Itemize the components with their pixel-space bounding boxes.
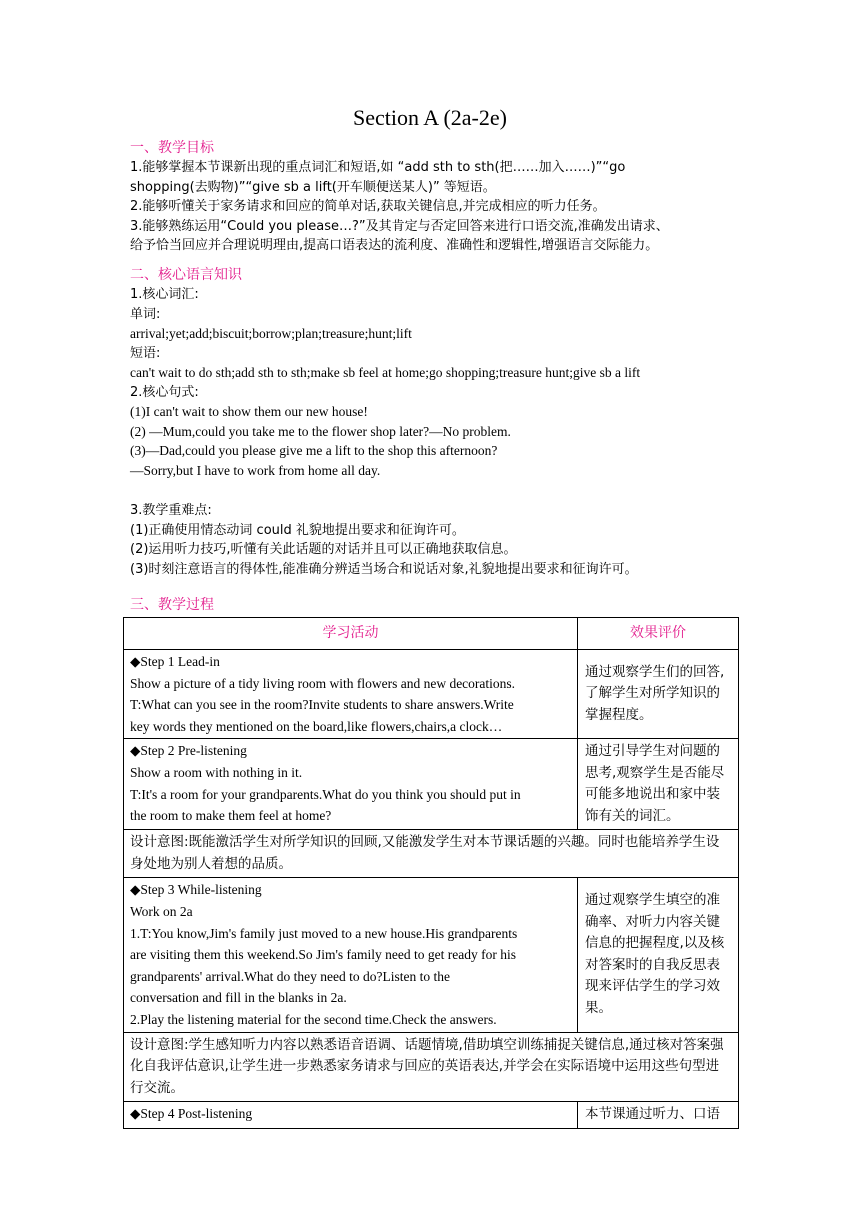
eval-cell: 通过观察学生填空的准确率、对听力内容关键信息的把握程度,以及核对答案时的自我反思表现来评估学生的学习效果。: [578, 878, 739, 1032]
teaching-process-table: [123, 617, 739, 1129]
phrases-list: can't wait to do sth;add sth to sth;make sb feel at home;go shopping;treasure hunt;give sb a lift: [130, 365, 641, 380]
step-line: ◆Step 4 Post-listening: [130, 1106, 253, 1122]
step-line: are visiting them this weekend.So Jim's family need to get ready for his: [130, 947, 516, 963]
difficulties-block: [130, 501, 740, 579]
section-heading: 二、核心语言知识: [130, 267, 242, 283]
sentences-title: 2.核心句式:: [130, 384, 199, 400]
difficulty-title: 3.教学重难点:: [130, 503, 212, 518]
step-line: Show a room with nothing in it.: [130, 764, 303, 780]
step-line: Show a picture of a tidy living room with flowers and new decorations.: [130, 675, 516, 691]
step-line: 2.Play the listening material for the second time.Check the answers.: [130, 1011, 497, 1027]
words-label: 单词:: [130, 306, 161, 322]
table-row: [124, 650, 739, 739]
difficulty-line: (2)运用听力技巧,听懂有关此话题的对话并且可以正确地获取信息。: [130, 542, 517, 557]
eval-cell: 通过引导学生对问题的思考,观察学生是否能尽可能多地说出和家中装饰有关的词汇。: [578, 739, 739, 830]
step-line: the room to make them feel at home?: [130, 808, 332, 824]
eval-cell: 通过观察学生们的回答,了解学生对所学知识的掌握程度。: [578, 650, 739, 739]
table-row: [124, 1102, 739, 1129]
vocab-title: 1.核心词汇:: [130, 287, 199, 302]
section-teaching-process: [130, 595, 740, 615]
step-line: ◆Step 3 While-listening: [130, 882, 262, 898]
words-list: arrival;yet;add;biscuit;borrow;plan;treasure;hunt;lift: [130, 326, 412, 341]
step-cell: [124, 650, 578, 739]
document-title: Section A (2a-2e): [353, 105, 507, 130]
sentence-line: (1)I can't wait to show them our new house!: [130, 404, 368, 419]
difficulty-line: (3)时刻注意语言的得体性,能准确分辨适当场合和说话对象,礼貌地提出要求和征询许可。: [130, 561, 638, 577]
goal-line: shopping(去购物)”“give sb a lift(开车顺便送某人)” 等短语。: [130, 179, 496, 195]
table-row: [124, 878, 739, 1032]
step-line: 1.T:You know,Jim's family just moved to a new house.His grandparents: [130, 925, 518, 941]
step-line: key words they mentioned on the board,like flowers,chairs,a clock…: [130, 718, 503, 734]
goal-line: 给予恰当回应并合理说明理由,提高口语表达的流利度、准确性和逻辑性,增强语言交际能力。: [130, 238, 659, 253]
table-row: [124, 739, 739, 830]
step-line: grandparents' arrival.What do they need to do?Listen to the: [130, 968, 450, 984]
header-eval: 效果评价: [578, 618, 739, 650]
sentence-line: —Sorry,but I have to work from home all day.: [130, 462, 381, 478]
design-intent: 设计意图:学生感知听力内容以熟悉语音语调、话题情境,借助填空训练捕捉关键信息,通过核对答案强化自我评估意识,让学生进一步熟悉家务请求与回应的英语表达,并学会在实际语境中运用这些句型进行交流。: [124, 1032, 739, 1102]
phrases-label: 短语:: [130, 345, 161, 361]
step-line: conversation and fill in the blanks in 2a.: [130, 990, 347, 1006]
step-cell: [124, 878, 578, 1032]
sentence-line: (3)—Dad,could you please give me a lift to the shop this afternoon?: [130, 443, 498, 458]
step-cell: [124, 739, 578, 830]
section-core-knowledge: [130, 265, 740, 480]
eval-cell: 本节课通过听力、口语: [578, 1102, 739, 1129]
table-row: [124, 830, 739, 878]
step-cell: [124, 1102, 578, 1129]
header-activity: 学习活动: [124, 618, 578, 650]
table-header-row: [124, 618, 739, 650]
section-heading: 一、教学目标: [130, 140, 214, 156]
section-heading: 三、教学过程: [130, 597, 214, 613]
step-line: T:What can you see in the room?Invite students to share answers.Write: [130, 697, 514, 713]
goal-line: 2.能够听懂关于家务请求和回应的简单对话,获取关键信息,并完成相应的听力任务。: [130, 199, 606, 214]
table-row: [124, 1032, 739, 1102]
sentence-line: (2) —Mum,could you take me to the flower shop later?—No problem.: [130, 423, 511, 439]
design-intent: 设计意图:既能激活学生对所学知识的回顾,又能激发学生对本节课话题的兴趣。同时也能培养学生设身处地为别人着想的品质。: [124, 830, 739, 878]
step-line: T:It's a room for your grandparents.What do you think you should put in: [130, 786, 521, 802]
goal-line: 3.能够熟练运用“Could you please…?”及其肯定与否定回答来进行口语交流,准确发出请求、: [130, 218, 669, 234]
step-line: Work on 2a: [130, 903, 193, 919]
step-line: ◆Step 1 Lead-in: [130, 654, 220, 669]
goal-line: 1.能够掌握本节课新出现的重点词汇和短语,如 “add sth to sth(把……加入……)”“go: [130, 160, 626, 175]
step-line: ◆Step 2 Pre-listening: [130, 743, 247, 759]
difficulty-line: (1)正确使用情态动词 could 礼貌地提出要求和征询许可。: [130, 522, 465, 538]
section-teaching-goals: [130, 138, 740, 256]
